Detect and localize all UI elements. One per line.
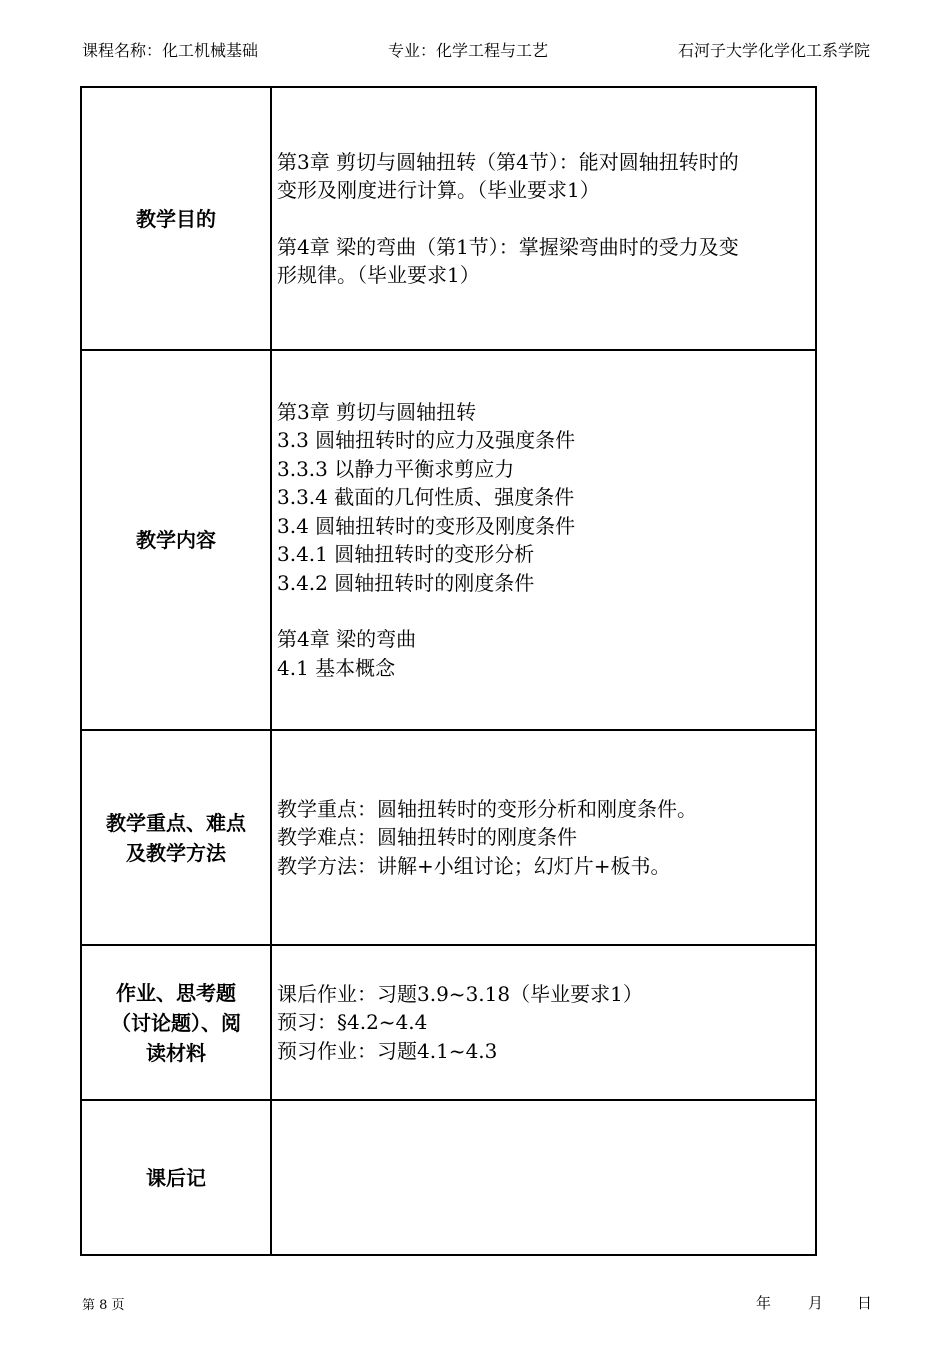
content-line: 教学方法：讲解+小组讨论；幻灯片+板书。	[277, 853, 671, 878]
homework-reading-row	[81, 945, 816, 1100]
content-line: 3.4 圆轴扭转时的变形及刚度条件	[277, 513, 576, 538]
content-line: 3.3.4 截面的几何性质、强度条件	[277, 485, 575, 510]
content-line: 变形及刚度进行计算。（毕业要求1）	[277, 178, 600, 202]
content-line: 教学重点：圆轴扭转时的变形分析和刚度条件。	[277, 796, 697, 821]
post-class-notes-content	[271, 1100, 816, 1255]
content-paragraph	[277, 233, 809, 290]
label-line: 教学目的	[136, 206, 216, 231]
content-paragraph	[277, 148, 809, 205]
homework-reading-label	[81, 945, 271, 1100]
label-line: 课后记	[146, 1165, 206, 1190]
post-class-notes-row	[81, 1100, 816, 1255]
content-line: 3.3.3 以静力平衡求剪应力	[277, 456, 515, 481]
key-points-methods-row	[81, 730, 816, 945]
key-points-methods-content	[271, 730, 816, 945]
content-line: 第4章 梁的弯曲	[277, 627, 417, 652]
major-name: 专业：化学工程与工艺	[388, 41, 549, 60]
content-line: 3.4.1 圆轴扭转时的变形分析	[277, 542, 535, 567]
content-line: 第4章 梁的弯曲（第1节）：掌握梁弯曲时的受力及变	[277, 234, 739, 259]
teaching-content-row	[81, 350, 816, 730]
content-line: 形规律。（毕业要求1）	[277, 263, 480, 287]
label-line: 作业、思考题	[116, 980, 236, 1005]
label-line: （讨论题）、阅	[111, 1010, 241, 1035]
teaching-objective-content	[271, 87, 816, 350]
teaching-objective-label	[81, 87, 271, 350]
content-paragraph	[277, 980, 809, 1066]
content-line: 预习作业：习题4.1~4.3	[277, 1038, 498, 1063]
teaching-content-label	[81, 350, 271, 730]
post-class-notes-label	[81, 1100, 271, 1255]
content-paragraph	[277, 398, 809, 598]
date-day-label: 日	[857, 1294, 873, 1312]
label-line: 读材料	[146, 1040, 206, 1065]
content-line: 课后作业：习题3.9~3.18（毕业要求1）	[277, 981, 643, 1006]
content-line: 第3章 剪切与圆轴扭转	[277, 399, 477, 424]
homework-reading-content	[271, 945, 816, 1100]
label-line: 教学重点、难点	[106, 810, 246, 835]
teaching-objective-row	[81, 87, 816, 350]
content-line: 第3章 剪切与圆轴扭转（第4节）：能对圆轴扭转时的	[277, 149, 739, 174]
date-month-label: 月	[808, 1294, 824, 1312]
label-line: 及教学方法	[126, 840, 226, 865]
page-number: 第 8 页	[82, 1298, 125, 1313]
label-line: 教学内容	[136, 528, 216, 552]
content-line: 3.4.2 圆轴扭转时的刚度条件	[277, 570, 535, 595]
school-name: 石河子大学化学化工系学院	[677, 41, 870, 60]
content-line: 4.1 基本概念	[277, 655, 396, 680]
content-line: 预习：§4.2~4.4	[277, 1010, 428, 1035]
course-name: 课程名称：化工机械基础	[82, 41, 259, 60]
content-line: 3.3 圆轴扭转时的应力及强度条件	[277, 428, 576, 453]
date-year-label: 年	[756, 1294, 772, 1312]
lesson-plan-table	[80, 86, 817, 1256]
page-header	[0, 38, 952, 62]
teaching-content-content	[271, 350, 816, 730]
content-paragraph	[277, 625, 809, 682]
key-points-methods-label	[81, 730, 271, 945]
content-line: 教学难点：圆轴扭转时的刚度条件	[277, 825, 577, 850]
content-paragraph	[277, 795, 809, 881]
